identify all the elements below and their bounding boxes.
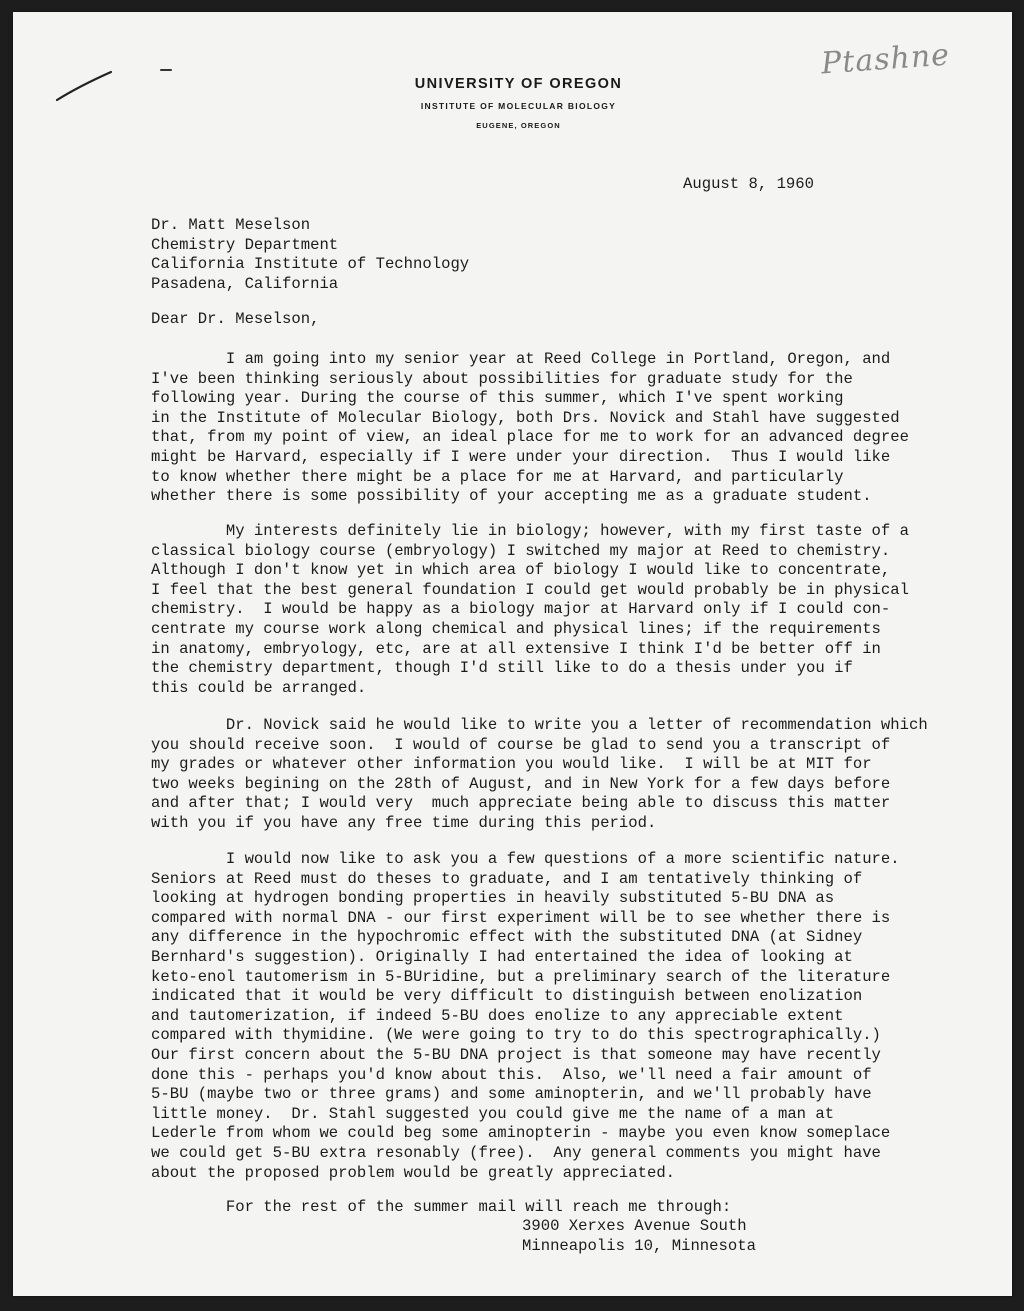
paragraph-line: Lederle from whom we could beg some aminopterin - maybe you even know someplace bbox=[151, 1124, 891, 1143]
salutation: Dear Dr. Meselson, bbox=[151, 310, 320, 328]
paragraph-line: I feel that the best general foundation I could get would probably be in physical bbox=[151, 580, 909, 599]
paragraph-line: this could be arranged. bbox=[151, 678, 367, 697]
paragraph-line: I would now like to ask you a few questions of a more scientific nature. bbox=[151, 850, 900, 868]
paragraph-line: I am going into my senior year at Reed College in Portland, Oregon, and bbox=[151, 350, 891, 368]
paragraph-line: any difference in the hypochromic effect with the substituted DNA (at Sidney bbox=[151, 928, 863, 947]
paragraph-line: to know whether there might be a place for me at Harvard, and particularly bbox=[151, 467, 844, 486]
body-paragraph-3 bbox=[151, 716, 928, 834]
paragraph-line: little money. Dr. Stahl suggested you could give me the name of a man at bbox=[151, 1104, 835, 1123]
letterhead-location: EUGENE, OREGON bbox=[476, 121, 561, 130]
paragraph-line: looking at hydrogen bonding properties in heavily substituted 5-BU DNA as bbox=[151, 889, 835, 908]
paragraph-line: centrate my course work along chemical and physical lines; if the requirements bbox=[151, 619, 881, 638]
paragraph-line: my grades or whatever other information you would like. I will be at MIT for bbox=[151, 755, 872, 774]
paragraph-line: Dr. Novick said he would like to write you a letter of recommendation which bbox=[151, 716, 928, 734]
paragraph-line: in anatomy, embryology, etc, are at all extensive I think I'd be better off in bbox=[151, 639, 881, 658]
return-address-line: 3900 Xerxes Avenue South bbox=[522, 1217, 747, 1235]
paragraph-line: might be Harvard, especially if I were under your direction. Thus I would like bbox=[151, 447, 891, 466]
body-paragraph-4 bbox=[151, 850, 900, 1183]
letterhead-university: UNIVERSITY OF OREGON bbox=[414, 76, 623, 92]
paragraph-line: My interests definitely lie in biology; however, with my first taste of a bbox=[151, 522, 909, 540]
paragraph-line: classical biology course (embryology) I switched my major at Reed to chemistry. bbox=[151, 541, 891, 560]
paragraph-line: about the proposed problem would be greatly appreciated. bbox=[151, 1163, 676, 1182]
letter-page bbox=[13, 12, 1012, 1296]
paragraph-line: whether there is some possibility of your accepting me as a graduate student. bbox=[151, 487, 872, 506]
paragraph-line: chemistry. I would be happy as a biology major at Harvard only if I could con- bbox=[151, 600, 891, 619]
paragraph-line: I've been thinking seriously about possibilities for graduate study for the bbox=[151, 369, 853, 388]
recipient-line: Chemistry Department bbox=[151, 235, 339, 254]
recipient-line: Dr. Matt Meselson bbox=[151, 216, 311, 234]
recipient-line: Pasadena, California bbox=[151, 274, 339, 293]
paragraph-line: and after that; I would very much appreciate being able to discuss this matter bbox=[151, 794, 891, 813]
paragraph-line: compared with thymidine. (We were going to try to do this spectrographically.) bbox=[151, 1026, 881, 1045]
paragraph-line: done this - perhaps you'd know about this. Also, we'll need a fair amount of bbox=[151, 1065, 872, 1084]
paragraph-line: Bernhard's suggestion). Originally I had entertained the idea of looking at bbox=[151, 947, 853, 966]
body-paragraph-1 bbox=[151, 350, 909, 507]
paragraph-line: you should receive soon. I would of course be glad to send you a transcript of bbox=[151, 735, 891, 754]
paragraph-line: Our first concern about the 5-BU DNA project is that someone may have recently bbox=[151, 1045, 881, 1064]
paragraph-line: Seniors at Reed must do theses to graduate, and I am tentatively thinking of bbox=[151, 869, 863, 888]
letter-date: August 8, 1960 bbox=[683, 175, 815, 193]
paragraph-line: Although I don't know yet in which area of biology I would like to concentrate, bbox=[151, 561, 891, 580]
recipient-line: California Institute of Technology bbox=[151, 255, 470, 274]
paragraph-line: following year. During the course of this summer, which I've spent working bbox=[151, 389, 844, 408]
paragraph-line: and tautomerization, if indeed 5-BU does enolize to any appreciable extent bbox=[151, 1006, 844, 1025]
handwritten-name-note: Ptashne bbox=[819, 37, 951, 82]
paragraph-line: we could get 5-BU extra resonably (free). Any general comments you might have bbox=[151, 1143, 881, 1162]
body-paragraph-5 bbox=[151, 1198, 731, 1218]
return-address-line: Minneapolis 10, Minnesota bbox=[522, 1236, 756, 1255]
paragraph-line: indicated that it would be very difficult to distinguish between enolization bbox=[151, 987, 863, 1006]
paragraph-line: compared with normal DNA - our first experiment will be to see whether there is bbox=[151, 908, 891, 927]
paragraph-line: in the Institute of Molecular Biology, both Drs. Novick and Stahl have suggested bbox=[151, 408, 900, 427]
paragraph-line: 5-BU (maybe two or three grams) and some aminopterin, and we'll probably have bbox=[151, 1085, 872, 1104]
recipient-address bbox=[151, 216, 469, 294]
letterhead-institute: INSTITUTE OF MOLECULAR BIOLOGY bbox=[420, 101, 617, 111]
body-paragraph-2 bbox=[151, 522, 909, 698]
return-address bbox=[522, 1217, 756, 1256]
paragraph-line: that, from my point of view, an ideal place for me to work for an advanced degree bbox=[151, 428, 909, 447]
paragraph-line: the chemistry department, though I'd still like to do a thesis under you if bbox=[151, 659, 853, 678]
paragraph-line: with you if you have any free time during this period. bbox=[151, 813, 657, 832]
paragraph-line: keto-enol tautomerism in 5-BUridine, but a preliminary search of the literature bbox=[151, 967, 891, 986]
paragraph-line: two weeks begining on the 28th of August, and in New York for a few days before bbox=[151, 774, 891, 793]
paragraph-line: For the rest of the summer mail will reach me through: bbox=[151, 1198, 732, 1216]
